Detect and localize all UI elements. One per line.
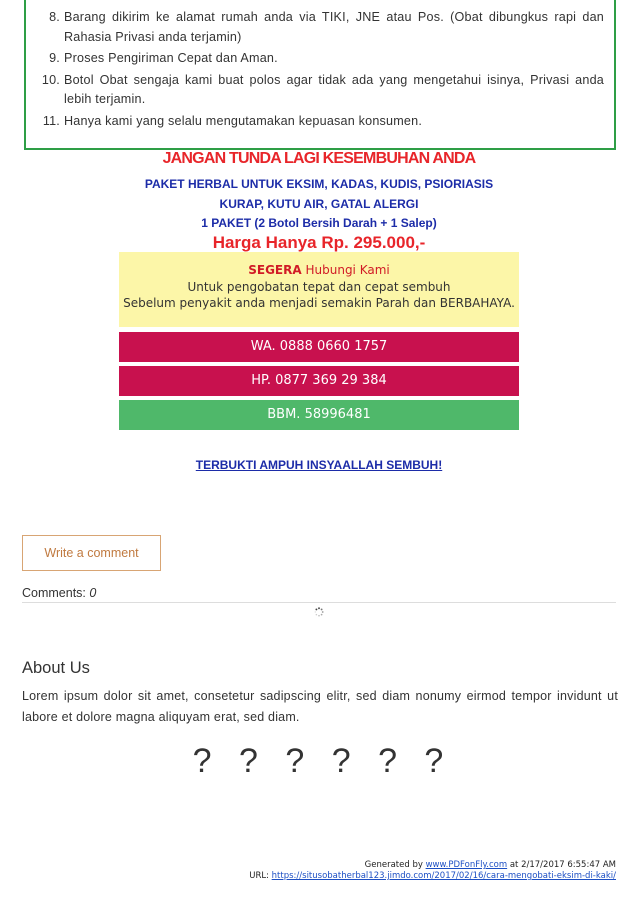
segera-label: SEGERA [248,263,302,277]
comments-count: Comments: 0 [22,586,97,600]
whatsapp-contact: WA. 0888 0660 1757 [119,332,519,362]
source-url-link[interactable]: https://situsobatherbal123.jimdo.com/2017/02/16/cara-mengobati-eksim-di-kaki/ [271,871,616,881]
divider [22,602,616,603]
promo-title: JANGAN TUNDA LAGI KESEMBUHAN ANDA [162,150,476,167]
list-item: 11. Hanya kami yang selalu mengutamakan kepuasan konsumen. [42,113,423,128]
promo-line-1: PAKET HERBAL UNTUK EKSIM, KADAS, KUDIS, PSIORIASIS [144,177,494,191]
about-text: Lorem ipsum dolor sit amet, consetetur sadipscing elitr, sed diam nonumy eirmod tempor invidunt ut labore et dolore magna aliquyam erat, sed diam. [22,689,618,724]
loading-spinner-icon [314,607,324,617]
phone-contact: HP. 0877 369 29 384 [119,366,519,396]
contact-banner [119,252,519,431]
promo-line-2: KURAP, KUTU AIR, GATAL ALERGI [219,197,419,211]
banner-line-2: Untuk pengobatan tepat dan cepat sembuh [187,279,451,294]
about-title: About Us [22,659,90,677]
list-item: 8. Barang dikirim ke alamat rumah anda via TIKI, JNE atau Pos. (Obat dibungkus rapi dan Rahasia Privasi anda terjamin) [49,10,604,44]
terbukti-link[interactable]: TERBUKTI AMPUH INSYAALLAH SEMBUH! [195,458,443,472]
list-item: 9. Proses Pengiriman Cepat dan Aman. [49,51,278,66]
banner-line-3: Sebelum penyakit anda menjadi semakin Parah dan BERBAHAYA. [123,296,515,310]
placeholder-glyphs: ? ? ? ? ? ? [192,742,446,780]
features-list [24,8,604,134]
list-item: 10. Botol Obat sengaja kami buat polos agar tidak ada yang mengetahui isinya, Privasi anda lebih terjamin. [41,72,604,107]
promo-price: Harga Hanya Rp. 295.000,- [212,233,426,252]
hubungi-label: Hubungi Kami [305,263,390,277]
write-comment-button[interactable]: Write a comment [22,535,161,571]
pdf-footer: Generated by www.PDFonFly.com at 2/17/2017 6:55:47 AM URL: https://situsobatherbal123.jimdo.com/2017/02/16/cara-mengobati-eksim-di-kaki/ [249,860,616,881]
promo-line-3: 1 PAKET (2 Botol Bersih Darah + 1 Salep) [201,216,437,230]
banner-message [119,252,519,327]
pdfonfly-link[interactable]: www.PDFonFly.com [425,860,508,870]
bbm-contact: BBM. 58996481 [119,400,519,430]
